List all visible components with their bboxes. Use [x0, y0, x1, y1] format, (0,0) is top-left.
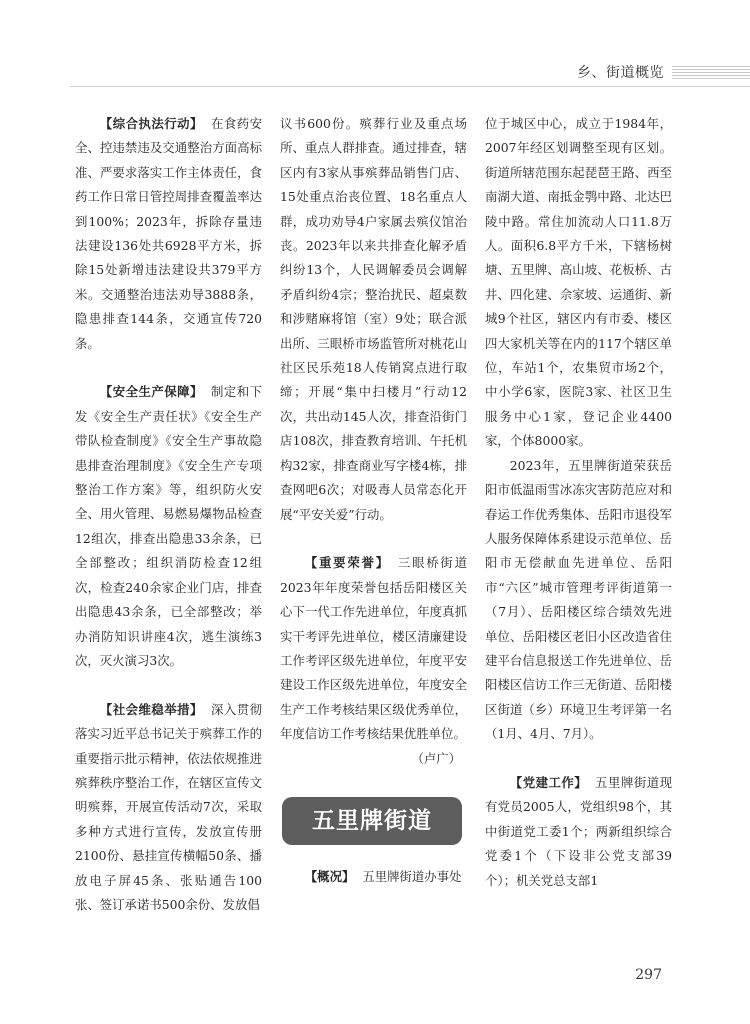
section-label-safety: 【安全生产保障】 — [99, 384, 203, 400]
section-text-honors: 三眼桥街道2023年年度荣誉包括岳阳楼区关心下一代工作先进单位，年度真抓实干考评先进单位，楼区清廉建设工作考评区级先进单位，年度平安建设工作区级先进单位，年度安全生产工作考核结果区级优秀单位，年度信访工作考核结果优胜单位。 — [280, 555, 468, 742]
page-number: 297 — [635, 967, 662, 983]
section-stability — [75, 698, 262, 918]
section-safety — [75, 380, 262, 673]
section-text-stability-continued: 议书600份。殡葬行业及重点场所、重点人群排查。通过排查，辖区内有3家从事殡葬品销售门店、15处重点治丧位置、18名重点人群，成功劝导4户家属去殡仪馆治丧。2023年以来共排查化解矛盾纠纷13个，人民调解委员会调解矛盾纠纷4宗；整治扰民、超桌数和涉赌麻将馆（室）9处；联合派出所、三眼桥市场监管所对桃花山社区民乐苑18人传销窝点进行取缔；开展“集中扫楼月”行动12次，共出动145人次，排查沿街门店108次，排查教育培训、午托机构32家，排查商业写字楼4栋，排查网吧6次；对吸毒人员常态化开展“平安关爱”行动。 — [280, 116, 467, 522]
column-2 — [280, 112, 467, 889]
section-label-enforcement: 【综合执法行动】 — [99, 116, 203, 131]
section-label-party: 【党建工作】 — [509, 774, 588, 790]
section-label-stability: 【社会维稳举措】 — [99, 701, 203, 717]
section-title: 乡、街道概览 — [577, 65, 664, 81]
section-text-overview-continued: 位于城区中心，成立于1984年，2007年经区划调整至现有区划。街道所辖范围东起琵琶王路、西至南湖大道、南抵金鹗中路、北达巴陵中路。常住加流动人口11.8万人。面积6.8平方千米，下辖杨树塘、五里牌、高山坡、花板桥、古井、四化建、佘家坡、运通街、新城9个社区，辖区内有市委、楼区四大家机关等在内的117个辖区单位，车站1个，农集贸市场2个，中小学6家，医院3家、社区卫生服务中心1家，登记企业4400家，个体8000家。 — [485, 116, 672, 449]
section-text-party: 五里牌街道现有党员2005人，党组织98个，其中街道党工委1个；两新组织综合党委1个（下设非公党支部39个）；机关党总支部1 — [485, 774, 673, 888]
section-text-enforcement: 在食药安全、控违禁违及交通整治方面高标准、严要求落实工作主体责任，食药工作日常日管控周排查覆盖率达到100%；2023年，拆除存量违法建设136处共6928平方米，拆除15处新增违法建设共379平方米。交通整治违法劝导3888条，隐患排查144条，交通宣传720条。 — [75, 116, 263, 351]
section-text-overview: 五里牌街道办事处 — [362, 868, 462, 884]
running-header — [0, 62, 750, 92]
section-honors — [280, 551, 467, 746]
section-label-honors: 【重要荣誉】 — [304, 555, 390, 571]
section-enforcement — [75, 112, 262, 356]
section-text-safety: 制定和下发《安全生产责任状》《安全生产带队检查制度》《安全生产事故隐患排查治理制度》《安全生产专项整治工作方案》等，组织防火安全、用火管理、易燃易爆物品检查12组次，排查出隐患33余条，已全部整改；组织消防检查12组次，检查240余家企业门店，排查出隐患43余条，已全部整改；举办消防知识讲座4次，逃生演练3次，灭火演习3次。 — [75, 384, 263, 668]
section-party — [485, 771, 672, 893]
section-label-overview: 【概况】 — [304, 868, 355, 884]
header-rule — [70, 86, 750, 87]
section-text-stability: 深入贯彻落实习近平总书记关于殡葬工作的重要指示批示精神，依法依规推进殡葬秩序整治工作，在辖区宣传文明殡葬，开展宣传活动7次，采取多种方式进行宣传，发放宣传册2100份、悬挂宣传横幅50条、播放电子屏45条、张贴通告100张、签订承诺书500余份、发放倡 — [75, 701, 263, 912]
street-banner: 五里牌街道 — [282, 797, 462, 845]
awards-paragraph: 2023年，五里牌街道荣获岳阳市低温雨雪冰冻灾害防范应对和春运工作优秀集体、岳阳市退役军人服务保障体系建设示范单位、岳阳市无偿献血先进单位、岳阳市“六区”城市管理考评街道第一（7月）、岳阳楼区综合绩效先进单位、岳阳楼区老旧小区改造省住建平台信息报送工作先进单位、岳阳楼区信访工作三无街道、岳阳楼区街道（乡）环境卫生考评第一名（1月、4月、7月）。 — [485, 457, 672, 742]
header-decoration — [672, 66, 750, 80]
author-credit: （卢广） — [411, 750, 461, 766]
column-1 — [75, 112, 262, 917]
column-3 — [485, 112, 672, 893]
section-overview — [280, 865, 467, 889]
